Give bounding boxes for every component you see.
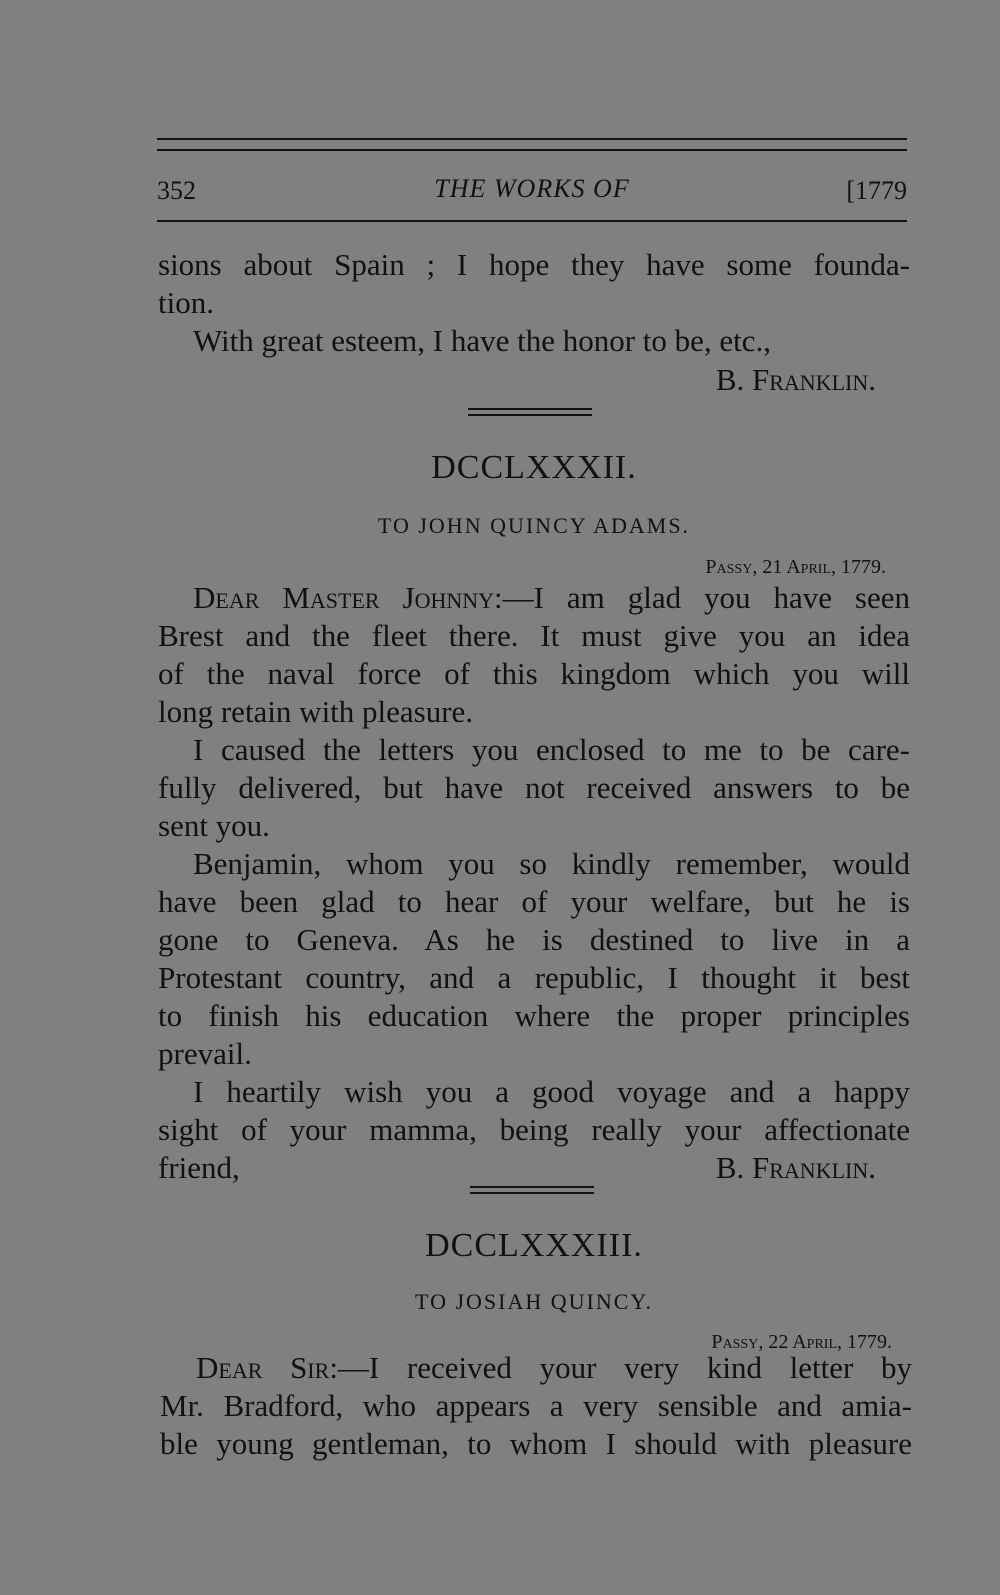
header-rule-bottom: [157, 220, 907, 222]
letter-number: DCCLXXXIII.: [425, 1227, 643, 1264]
text-line: tion.: [158, 285, 214, 320]
text-fragment: :—I received your very kind letter by: [329, 1350, 912, 1385]
text-line: Benjamin, whom you so kindly remember, would: [193, 846, 910, 881]
text-line: sight of your mamma, being really your affectionate: [158, 1112, 910, 1147]
text-line: prevail.: [158, 1036, 252, 1071]
text-line: I heartily wish you a good voyage and a happy: [193, 1074, 910, 1109]
letter-addressee: TO JOHN QUINCY ADAMS.: [377, 513, 691, 538]
closing-line: With great esteem, I have the honor to be, etc.,: [193, 323, 772, 358]
text-line: I caused the letters you enclosed to me to be care-: [193, 732, 910, 767]
text-line: sions about Spain ; I hope they have some founda-: [158, 247, 910, 282]
section-divider: [468, 408, 592, 416]
text-line: Mr. Bradford, who appears a very sensible and amia-: [160, 1388, 912, 1423]
letter-addressee: TO JOSIAH QUINCY.: [415, 1289, 653, 1314]
text-line: gone to Geneva. As he is destined to live in a: [158, 922, 910, 957]
running-title: THE WORKS OF: [434, 174, 630, 203]
text-line: Protestant country, and a republic, I thought it best: [158, 960, 910, 995]
letter-number: DCCLXXXII.: [431, 449, 637, 486]
text-line: sent you.: [158, 808, 270, 843]
text-line: have been glad to hear of your welfare, but he is: [158, 884, 910, 919]
text-line: to finish his education where the proper principles: [158, 998, 910, 1033]
text-line: friend,: [158, 1150, 240, 1185]
text-line: [193, 579, 910, 617]
text-line: ble young gentleman, to whom I should with pleasure: [160, 1426, 912, 1461]
dateline: Passy, 22 April, 1779.: [711, 1331, 892, 1353]
text-fragment: :—I am glad you have seen: [494, 580, 910, 615]
header-rule-top: [157, 138, 907, 140]
header-rule-second: [157, 149, 907, 151]
text-line: fully delivered, but have not received answers to be: [158, 770, 910, 805]
section-divider: [470, 1186, 594, 1194]
salutation: Dear Sir: [196, 1350, 330, 1385]
text-line: of the naval force of this kingdom which you will: [158, 656, 910, 691]
text-line: Brest and the fleet there. It must give you an idea: [158, 618, 910, 653]
text-line: long retain with pleasure.: [158, 694, 474, 729]
signature: B. Franklin.: [715, 362, 876, 397]
signature: B. Franklin.: [715, 1150, 876, 1185]
text-line: [196, 1349, 912, 1387]
running-year: [1779: [846, 176, 907, 205]
dateline: Passy, 21 April, 1779.: [705, 556, 886, 578]
running-head: [157, 172, 907, 212]
salutation: Dear Master Johnny: [193, 580, 495, 615]
page-number: 352: [157, 176, 196, 205]
